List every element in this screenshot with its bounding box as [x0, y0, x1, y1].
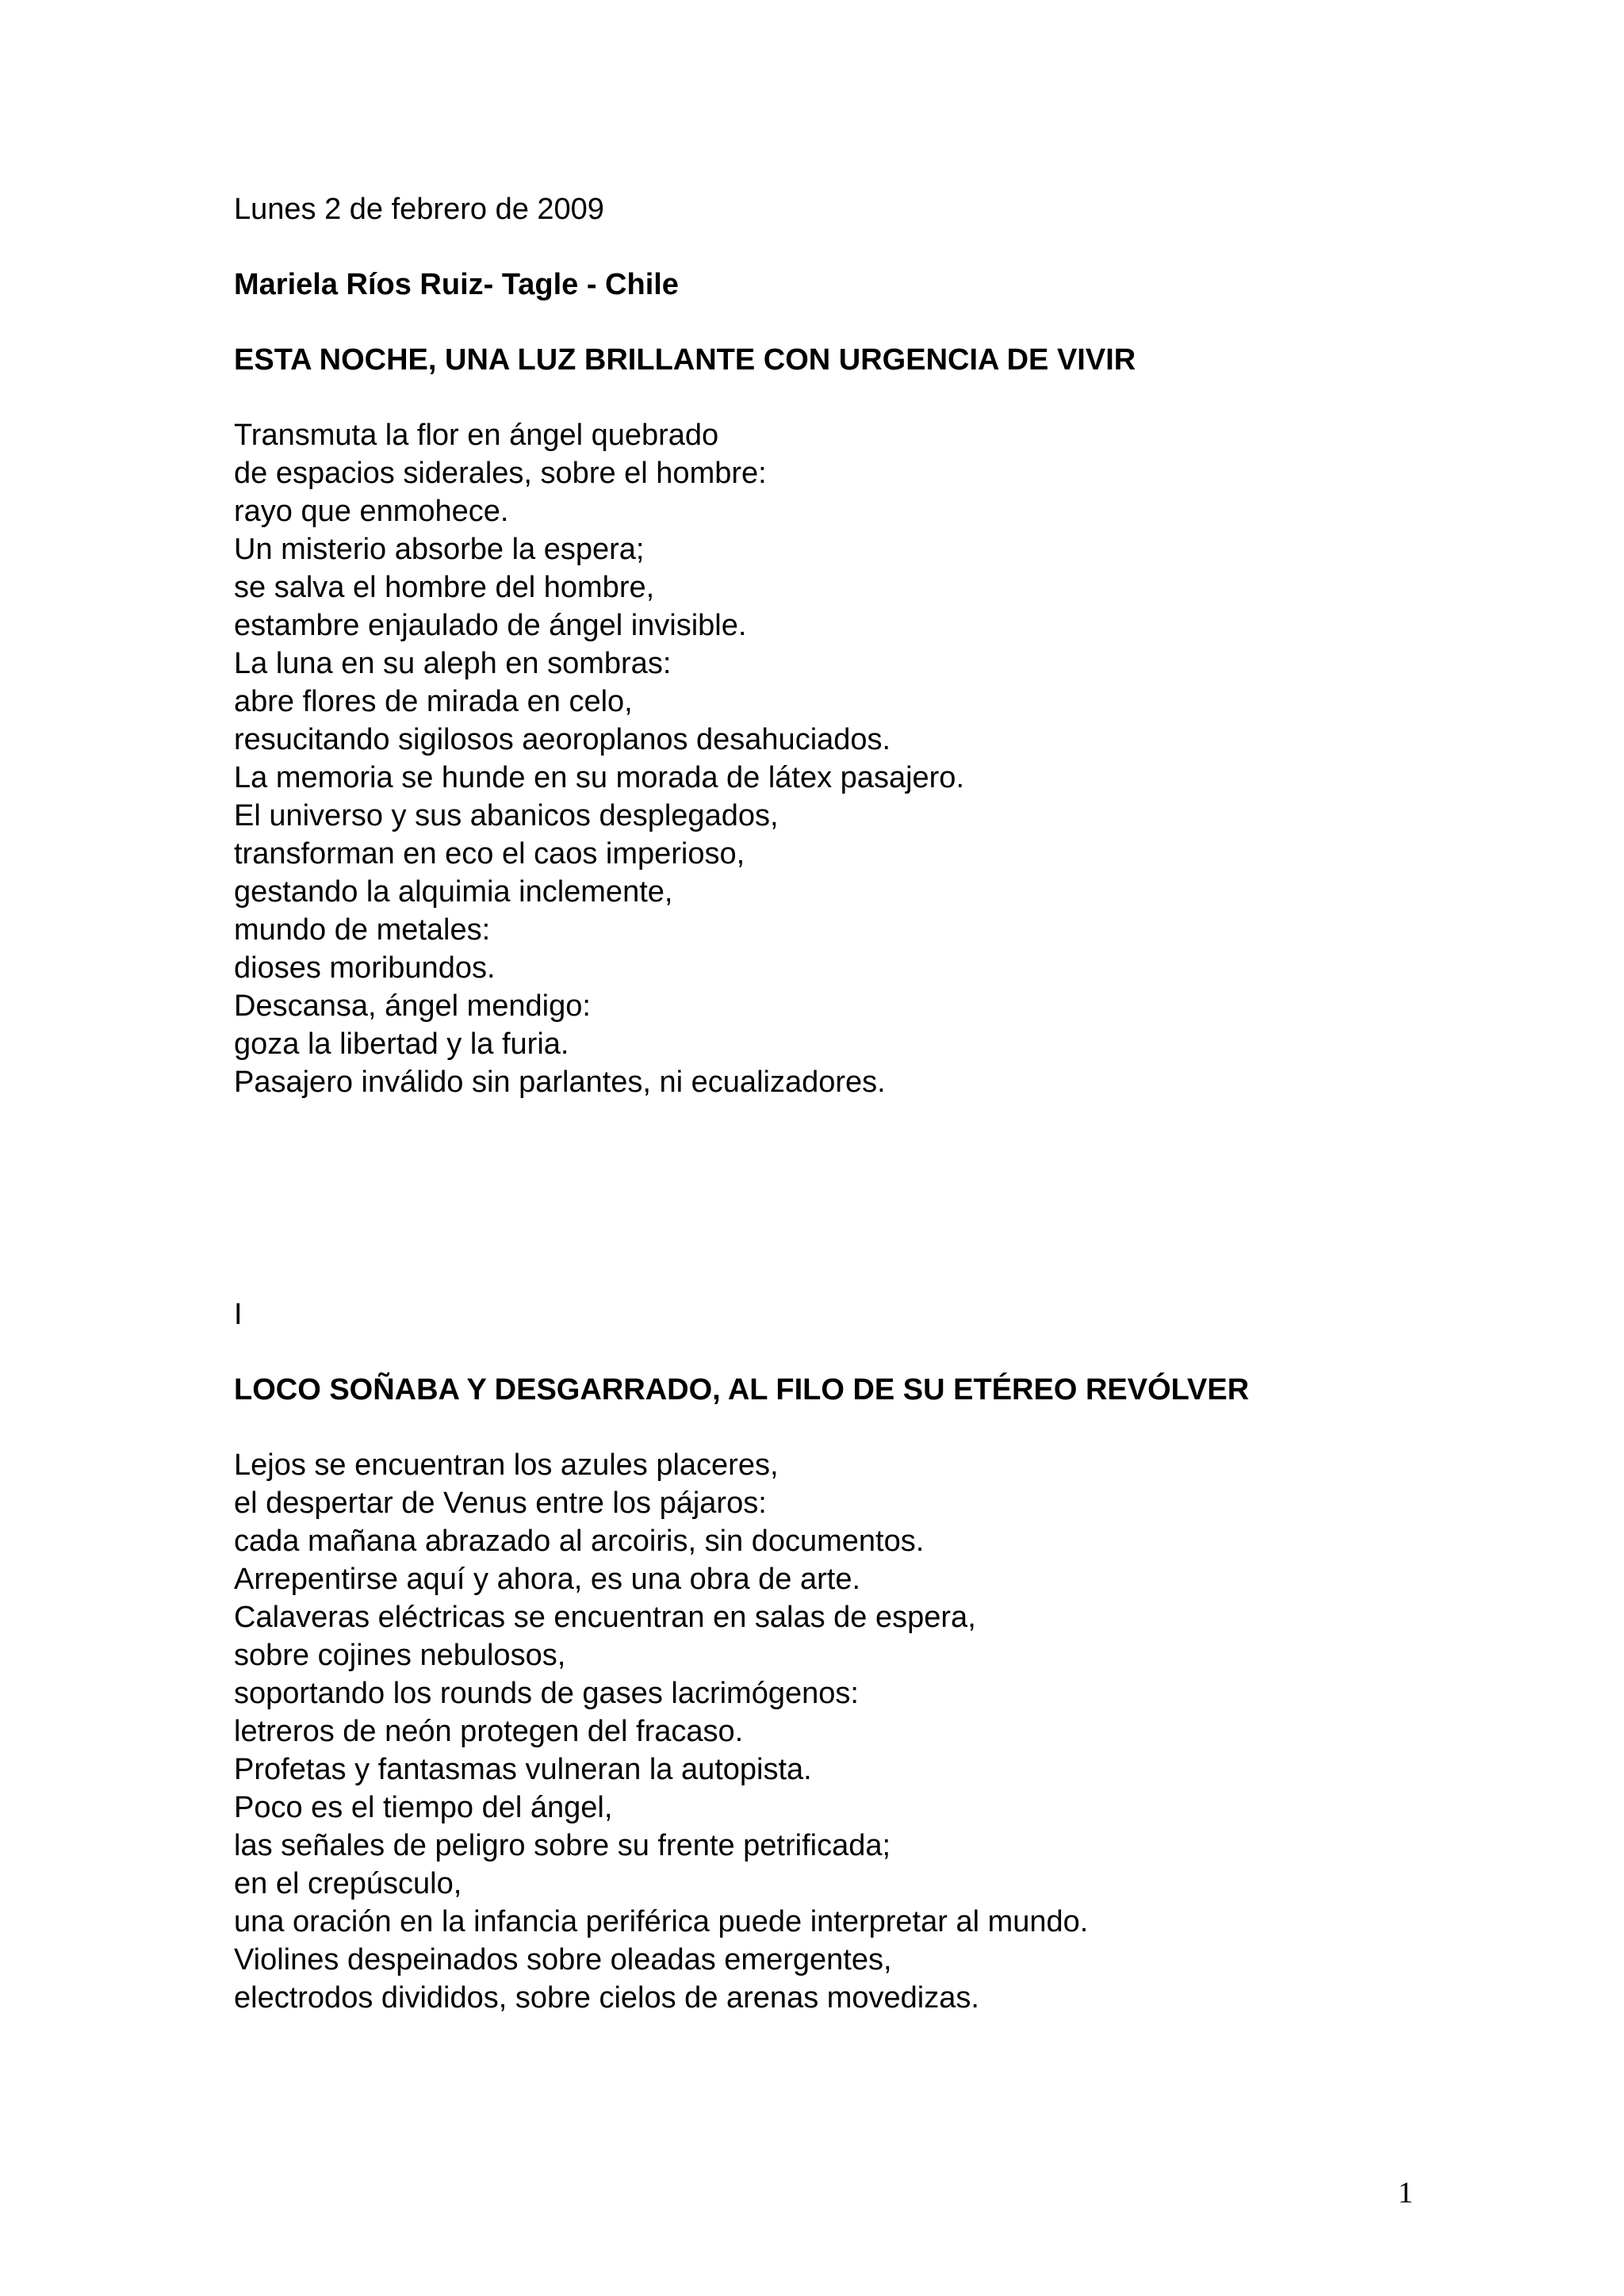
poem-1-line: mundo de metales: [234, 913, 491, 947]
poem-1-body [234, 416, 1503, 1101]
poem-1-line: estambre enjaulado de ángel invisible. [234, 609, 747, 642]
poem-2-line: Violines despeinados sobre oleadas emergentes, [234, 1943, 892, 1976]
poem-2-line: sobre cojines nebulosos, [234, 1639, 566, 1672]
poem-1-line: Descansa, ángel mendigo: [234, 989, 591, 1023]
poem-1-line: gestando la alquimia inclemente, [234, 875, 673, 909]
poem-2-body [234, 1446, 1503, 2017]
poem-2-line: letreros de neón protegen del fracaso. [234, 1715, 744, 1748]
poem-2-line: Profetas y fantasmas vulneran la autopista. [234, 1753, 812, 1786]
poem-2-line: las señales de peligro sobre su frente petrificada; [234, 1829, 891, 1862]
poem-2-line: Arrepentirse aquí y ahora, es una obra de arte. [234, 1563, 861, 1596]
poem-1-line: Pasajero inválido sin parlantes, ni ecualizadores. [234, 1066, 886, 1099]
poem-1-line: se salva el hombre del hombre, [234, 571, 655, 604]
poem-2-line: soportando los rounds de gases lacrimógenos: [234, 1677, 859, 1710]
poem-1-line: transforman en eco el caos imperioso, [234, 837, 745, 871]
date-line: Lunes 2 de febrero de 2009 [234, 193, 604, 226]
poem-1-line: resucitando sigilosos aeoroplanos desahuciados. [234, 723, 891, 756]
poem-2-line: Calaveras eléctricas se encuentran en salas de espera, [234, 1601, 976, 1634]
poem-2-line: electrodos divididos, sobre cielos de arenas movedizas. [234, 1981, 979, 2015]
poem-2-line: el despertar de Venus entre los pájaros: [234, 1487, 767, 1520]
poem-1-line: goza la libertad y la furia. [234, 1027, 569, 1061]
poem-1-line: La memoria se hunde en su morada de látex pasajero. [234, 761, 964, 794]
poem-1-line: dioses moribundos. [234, 951, 496, 985]
poem-1-line: abre flores de mirada en celo, [234, 685, 633, 718]
poem-1-line: Transmuta la flor en ángel quebrado [234, 419, 719, 452]
poem-2-line: en el crepúsculo, [234, 1867, 462, 1900]
poem-1-line: La luna en su aleph en sombras: [234, 647, 672, 680]
poem-2-line: Lejos se encuentran los azules placeres, [234, 1448, 779, 1482]
poem-2-line: cada mañana abrazado al arcoiris, sin documentos. [234, 1525, 925, 1558]
poem-2-line: Poco es el tiempo del ángel, [234, 1791, 613, 1824]
poem-1-title: ESTA NOCHE, UNA LUZ BRILLANTE CON URGENCIA DE VIVIR [234, 343, 1136, 377]
poem-2-title: LOCO SOÑABA Y DESGARRADO, AL FILO DE SU ETÉREO REVÓLVER [234, 1373, 1250, 1406]
author-line: Mariela Ríos Ruiz- Tagle - Chile [234, 268, 679, 301]
poem-1-line: rayo que enmohece. [234, 495, 509, 528]
poem-2-line: una oración en la infancia periférica puede interpretar al mundo. [234, 1905, 1089, 1938]
page-number: 1 [1398, 2176, 1413, 2210]
poem-1-line: Un misterio absorbe la espera; [234, 533, 645, 566]
poem-1-line: de espacios siderales, sobre el hombre: [234, 457, 767, 490]
document-body [234, 190, 1503, 2017]
section-numeral: I [234, 1298, 243, 1331]
poem-1-line: El universo y sus abanicos desplegados, [234, 799, 779, 832]
